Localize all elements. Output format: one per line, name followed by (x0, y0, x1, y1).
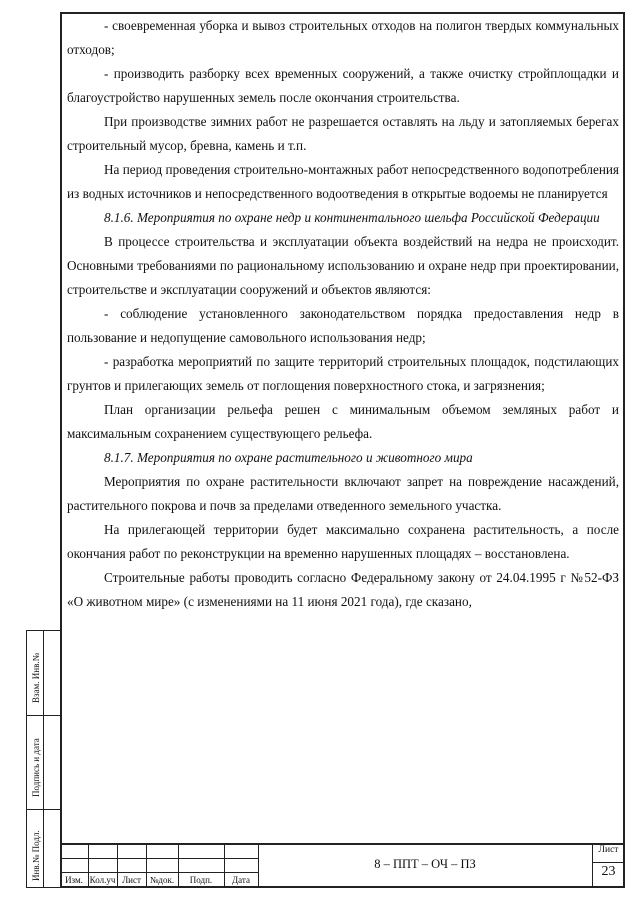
side-stamp-divider (27, 715, 60, 716)
paragraph: При производстве зимних работ не разрешается оставлять на льду и затопляемых берегах строительный мусор, бревна, камень и т.п. (67, 114, 619, 153)
paragraph: Строительные работы проводить согласно Федеральному закону от 24.04.1995 г №52-ФЗ «О животном мире» (с изменениями на 11 июня 2021 года), где сказано, (67, 570, 619, 609)
tb-col-koluch: Кол.уч (89, 875, 116, 885)
tb-line (258, 845, 259, 888)
section-heading: 8.1.6. Мероприятия по охране недр и континентального шельфа Российской Федерации (104, 210, 600, 225)
tb-col-list: Лист (122, 875, 141, 885)
paragraph: - своевременная уборка и вывоз строительных отходов на полигон твердых коммунальных отходов; (67, 18, 619, 57)
vzam-inv-label: Взам. Инв.№ (31, 652, 41, 703)
tb-col-podp: Подп. (189, 875, 213, 885)
tb-line (592, 862, 625, 863)
paragraph: - производить разборку всех временных сооружений, а также очистку стройплощадки и благоустройство нарушенных земель после окончания строительства. (67, 66, 619, 105)
side-stamp-col (44, 631, 61, 887)
paragraph: План организации рельефа решен с минимальным объемом земляных работ и максимальным сохранением существующего рельефа. (67, 402, 619, 441)
tb-col-data: Дата (232, 875, 250, 885)
tb-col-ndok: №док. (149, 875, 175, 885)
section-heading: 8.1.7. Мероприятия по охране растительного и животного мира (104, 450, 473, 465)
signature-date-label: Подпись и дата (31, 738, 41, 797)
document-code: 8 – ППТ – ОЧ – ПЗ (374, 857, 476, 871)
paragraph: Мероприятия по охране растительности включают запрет на повреждение насаждений, растительного покрова и почв за пределами отведенного земельного участка. (67, 474, 619, 513)
paragraph: На прилегающей территории будет максимально сохранена растительность, а после окончания работ по реконструкции на временно нарушенных площадях – восстановлена. (67, 522, 619, 561)
tb-line (60, 858, 258, 859)
tb-col-izm: Изм. (65, 875, 83, 885)
sheet-number: 23 (601, 864, 616, 879)
inv-podl-label: Инв.№ Подл. (31, 830, 41, 881)
document-body (67, 14, 619, 614)
tb-line (60, 872, 258, 873)
paragraph: В процессе строительства и эксплуатации объекта воздействий на недра не происходит. Основными требованиями по рациональному использованию и охране недр при проектировании, строительстве и эксплуатации сооружений и объектов являются: (67, 234, 619, 297)
paragraph: На период проведения строительно-монтажных работ непосредственного водопотребления из водных источников и непосредственного водоотведения в открытые водоемы не планируется (67, 162, 619, 201)
side-stamp-divider (27, 809, 60, 810)
paragraph: - соблюдение установленного законодательством порядка предоставления недр в пользование и недопущение самовольного использования недр; (67, 306, 619, 345)
side-stamp (26, 630, 60, 888)
paragraph: - разработка мероприятий по защите территорий строительных площадок, подстилающих грунтов и прилегающих земель от поглощения поверхностного стока, и загрязнения; (67, 354, 619, 393)
sheet-label: Лист (598, 845, 619, 855)
